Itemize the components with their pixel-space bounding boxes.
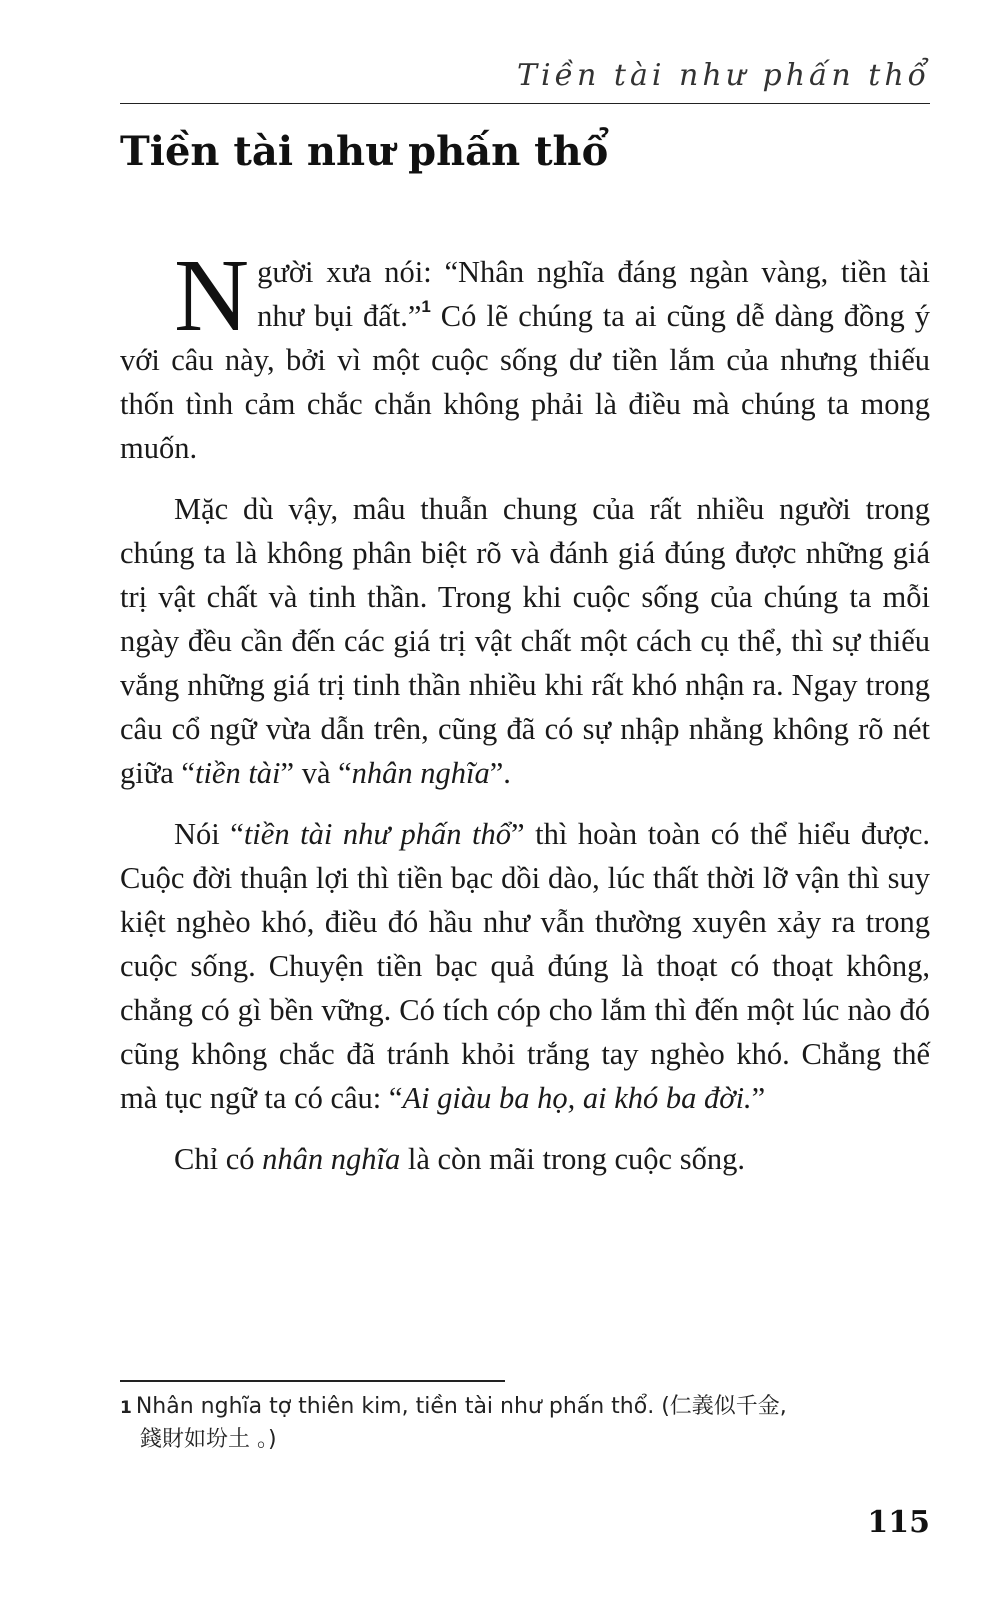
paragraph-1: Người xưa nói: “Nhân nghĩa đáng ngàn vàng, tiền tài như bụi đất.”$^1$ Có lẽ chúng ta ai cũng dễ dàng đồng ý với câu này, bởi vì một cuộc sống dư tiền lắm của nhưng thiếu thốn tình cảm chắc chắn không phải là điều mà chúng ta mong muốn. — [120, 238, 930, 465]
chapter-title: Tiền tài như phấn thổ — [120, 128, 609, 175]
running-header-text: Tiền tài như phấn thổ — [517, 58, 930, 93]
italic-proverb: Ai giàu ba họ, ai khó ba đời. — [402, 1081, 752, 1115]
footnote — [120, 1390, 930, 1456]
italic-phrase: tiền tài — [194, 756, 281, 790]
italic-phrase: tiền tài như phấn thổ — [243, 817, 512, 851]
footnote-rule — [120, 1380, 505, 1382]
page-number: 115 — [867, 1505, 930, 1540]
footnote-line-1: Nhân nghĩa tợ thiên kim, tiền tài như phấn thổ. (仁義似千金, — [135, 1394, 787, 1419]
paragraph-2: Mặc dù vậy, mâu thuẫn chung của rất nhiều người trong chúng ta là không phân biệt rõ và đánh giá đúng được những giá trị vật chất và tinh thần. Trong khi cuộc sống của chúng ta mỗi ngày đều cần đến các giá trị vật chất một cách cụ thể, thì sự thiếu vắng những giá trị tinh thần nhiều khi rất khó nhận ra. Ngay trong câu cổ ngữ vừa dẫn trên, cũng đã có sự nhập nhằng không rõ nét giữa “tiền tài” và “nhân nghĩa”. — [120, 492, 930, 790]
footnote-line-2: 錢財如坋土 。) — [140, 1427, 277, 1452]
paragraph-4: Chỉ có nhân nghĩa là còn mãi trong cuộc sống. — [174, 1142, 745, 1176]
italic-phrase: nhân nghĩa — [262, 1142, 401, 1176]
footnote-number: 1 — [120, 1398, 132, 1418]
drop-cap: N — [174, 238, 250, 353]
italic-phrase: nhân nghĩa — [351, 756, 490, 790]
paragraph-3: Nói “tiền tài như phấn thổ” thì hoàn toàn có thể hiểu được. Cuộc đời thuận lợi thì tiền bạc dồi dào, lúc thất thời lỡ vận thì suy kiệt nghèo khó, điều đó hầu như vẫn thường xuyên xảy ra trong cuộc sống. Chuyện tiền bạc quả đúng là thoạt có thoạt không, chẳng có gì bền vững. Có tích cóp cho lắm thì đến một lúc nào đó cũng không chắc đã tránh khỏi trắng tay nghèo khó. Chẳng thế mà tục ngữ ta có câu: “Ai giàu ba họ, ai khó ba đời.” — [120, 817, 930, 1115]
body-text — [120, 238, 930, 1198]
running-header — [120, 48, 930, 104]
footnote-ref[interactable]: 1 — [421, 297, 431, 316]
